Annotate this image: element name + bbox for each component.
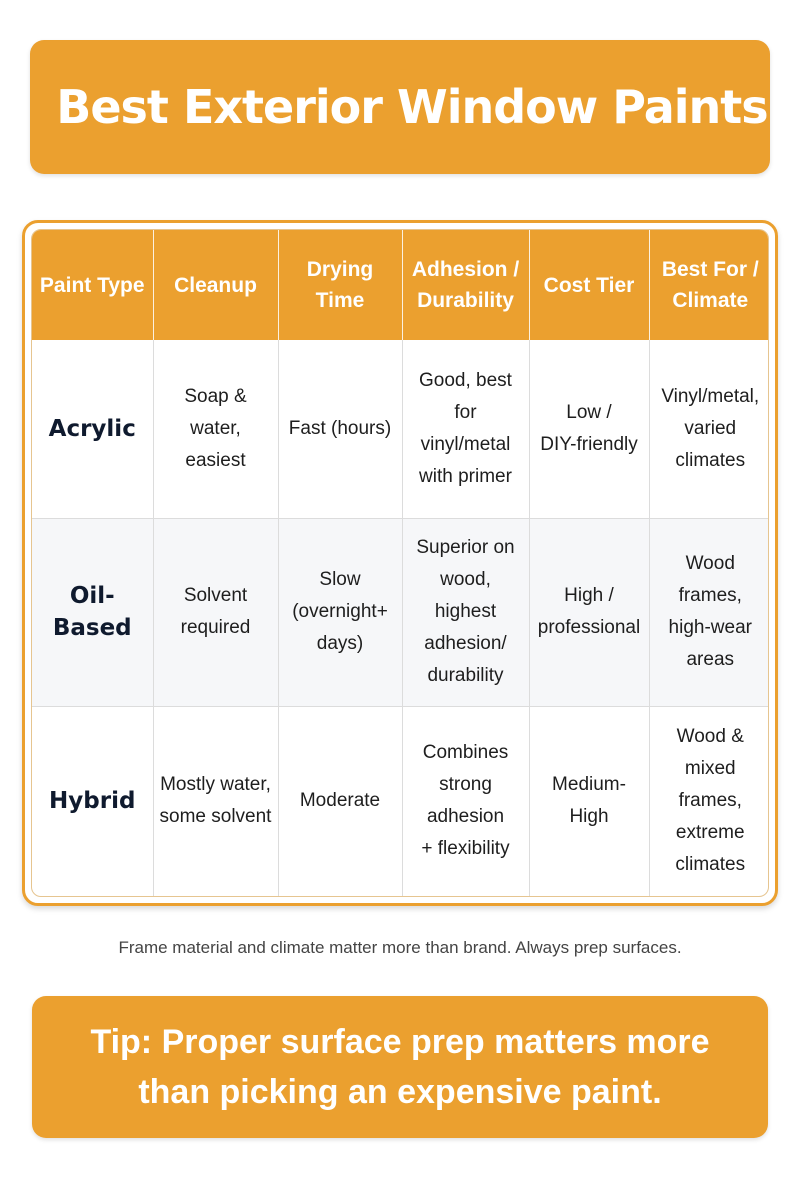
cleanup-cell: Soap & water, easiest [153, 340, 278, 518]
cost-tier-cell: High / professional [529, 518, 649, 706]
paint-type-cell: Hybrid [32, 706, 153, 896]
paint-type-cell: Acrylic [32, 340, 153, 518]
page-title: Best Exterior Window Paints [56, 80, 768, 134]
cost-tier-cell: Low / DIY-friendly [529, 340, 649, 518]
comparison-table-card [22, 220, 778, 906]
best-for-cell: Wood & mixed frames, extreme climates [675, 726, 746, 876]
drying-time-cell: Fast (hours) [278, 340, 402, 518]
cost-tier-cell: Medium-High [529, 706, 649, 896]
cleanup-cell: Solvent required [153, 518, 278, 706]
header-best-for-climate: Best For / Climate [649, 230, 769, 340]
header-cost-tier: Cost Tier [529, 230, 649, 340]
adhesion-cell: Good, best for vinyl/metal with primer [402, 340, 529, 518]
header-paint-type: Paint Type [32, 230, 153, 340]
comparison-table [32, 230, 769, 896]
table-row-hybrid [32, 706, 769, 896]
drying-time-cell: Moderate [278, 706, 402, 896]
title-banner [30, 40, 770, 174]
tip-text: Tip: Proper surface prep matters more than picking an expensive paint. [90, 1023, 710, 1111]
adhesion-cell: Combines strong adhesion + flexibility [402, 706, 529, 896]
drying-time-cell: Slow (overnight+ days) [278, 518, 402, 706]
best-for-cell: Wood frames, high-wear areas [649, 518, 769, 706]
tip-box [32, 996, 768, 1138]
header-drying-time: Drying Time [278, 230, 402, 340]
adhesion-cell: Superior on wood, highest adhesion/ durability [402, 518, 529, 706]
header-adhesion-durability: Adhesion / Durability [402, 230, 529, 340]
table-row-acrylic [32, 340, 769, 518]
cleanup-cell: Mostly water, some solvent [153, 706, 278, 896]
best-for-cell: Vinyl/metal, varied climates [649, 340, 769, 518]
paint-type-cell: Oil-Based [32, 518, 153, 706]
table-row-oil-based [32, 518, 769, 706]
footnote: Frame material and climate matter more than brand. Always prep surfaces. [118, 938, 682, 957]
header-cleanup: Cleanup [153, 230, 278, 340]
comparison-table-frame [31, 229, 769, 897]
table-header-row [32, 230, 769, 340]
